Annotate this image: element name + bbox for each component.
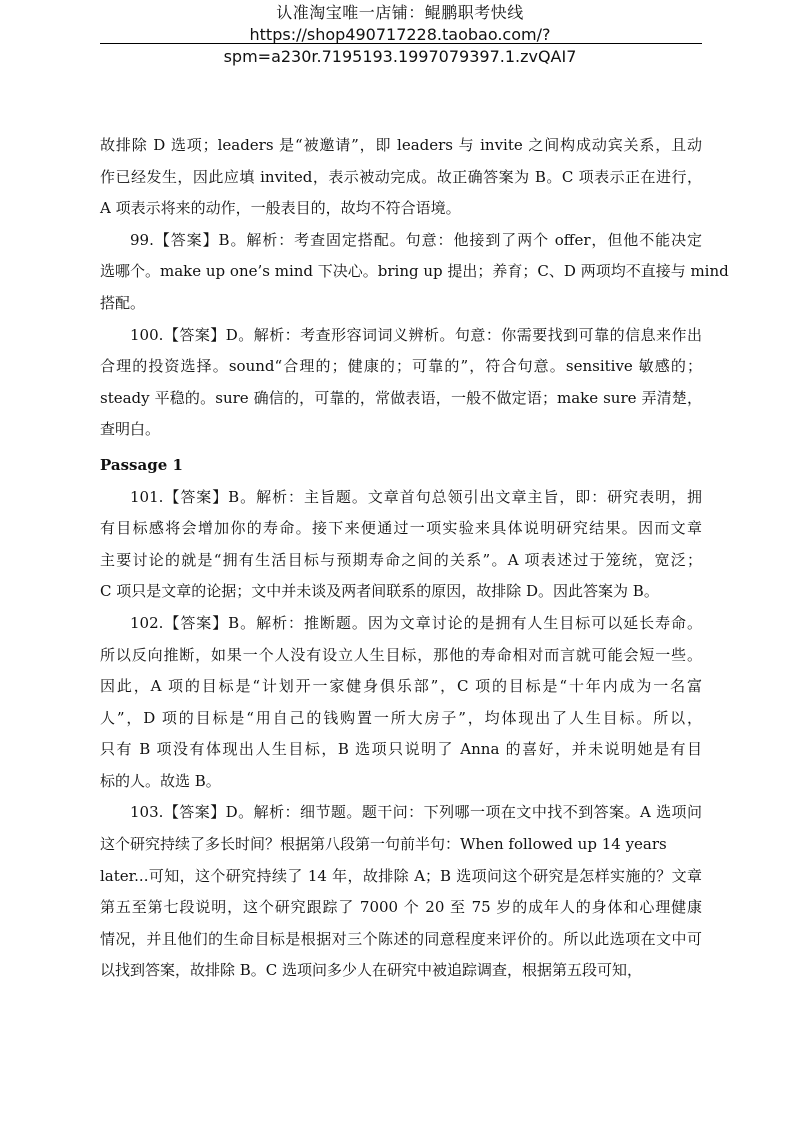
answer-102 — [100, 608, 702, 798]
answer-101 — [100, 482, 702, 608]
text-line: 因此，A 项的目标是“计划开一家健身俱乐部”，C 项的目标是“十年内成为一名富 — [100, 677, 702, 696]
text-line: 只有 B 项没有体现出人生目标，B 选项只说明了 Anna 的喜好，并未说明她是有目 — [100, 740, 702, 759]
text-line: 103.【答案】D。解析：细节题。题干问：下列哪一项在文中找不到答案。A 选项问 — [130, 803, 702, 822]
text-line: 100.【答案】D。解析：考查形容词词义辨析。句意：你需要找到可靠的信息来作出 — [130, 325, 702, 344]
shop-name-line: 认准淘宝唯一店铺：鲲鹏职考快线 — [276, 3, 524, 22]
text-line: 所以反向推断，如果一个人没有设立人生目标，那他的寿命相对而言就可能会短一些。 — [100, 645, 702, 664]
paragraph-continued — [100, 130, 702, 225]
text-line: 人”，D 项的目标是“用自己的钱购置一所大房子”，均体现出了人生目标。所以， — [100, 708, 702, 727]
text-line: 查明白。 — [100, 420, 161, 439]
text-line: 主要讨论的就是“拥有生活目标与预期寿命之间的关系”。A 项表述过于笼统，宽泛； — [100, 550, 702, 569]
page-header — [100, 2, 700, 68]
text-line: 以找到答案，故排除 B。C 选项问多少人在研究中被追踪调查，根据第五段可知， — [100, 961, 643, 980]
passage-heading: Passage 1 — [100, 455, 183, 474]
text-line: 故排除 D 选项；leaders 是“被邀请”，即 leaders 与 invite 之间构成动宾关系，且动 — [100, 136, 702, 154]
text-line: steady 平稳的。sure 确信的，可靠的，常做表语，一般不做定语；make sure 弄清楚， — [100, 388, 702, 407]
text-line: 搭配。 — [100, 293, 146, 312]
text-line: 102.【答案】B。解析：推断题。因为文章讨论的是拥有人生目标可以延长寿命。 — [130, 613, 702, 632]
text-line: 选哪个。make up one’s mind 下决心。bring up 提出；养育；C、D 两项均不直接与 mind — [100, 262, 729, 281]
answer-103 — [100, 797, 702, 987]
text-line: 作已经发生，因此应填 invited，表示被动完成。故正确答案为 B。C 项表示正在进行， — [100, 167, 702, 186]
text-line: A 项表示将来的动作，一般表目的，故均不符合语境。 — [100, 199, 461, 218]
answer-100 — [100, 320, 702, 446]
text-line: C 项只是文章的论据；文中并未谈及两者间联系的原因，故排除 D。因此答案为 B。 — [100, 582, 659, 601]
text-line: 合理的投资选择。sound“合理的；健康的；可靠的”，符合句意。sensitive 敏感的； — [100, 357, 702, 376]
answer-99 — [100, 225, 729, 320]
text-line: 101.【答案】B。解析：主旨题。文章首句总领引出文章主旨，即：研究表明，拥 — [130, 487, 702, 506]
text-line: 情况，并且他们的生命目标是根据对三个陈述的同意程度来评价的。所以此选项在文中可 — [100, 929, 702, 948]
shop-url-line: https://shop490717228.taobao.com/?spm=a230r.7195193.1997079397.1.zvQAI7 — [223, 25, 577, 66]
text-line: 标的人。故选 B。 — [100, 771, 221, 790]
text-line: 99.【答案】B。解析：考查固定搭配。句意：他接到了两个 offer，但他不能决定 — [130, 230, 702, 249]
text-line: later...可知，这个研究持续了 14 年，故排除 A；B 选项问这个研究是怎样实施的？文章 — [100, 866, 702, 885]
text-line: 这个研究持续了多长时间？根据第八段第一句前半句：When followed up 14 years — [100, 835, 667, 854]
text-line: 第五至第七段说明，这个研究跟踪了 7000 个 20 至 75 岁的成年人的身体和心理健康 — [100, 898, 702, 917]
document-body — [100, 130, 729, 987]
header-rule — [100, 43, 702, 44]
text-line: 有目标感将会增加你的寿命。接下来便通过一项实验来具体说明研究结果。因而文章 — [100, 519, 702, 538]
